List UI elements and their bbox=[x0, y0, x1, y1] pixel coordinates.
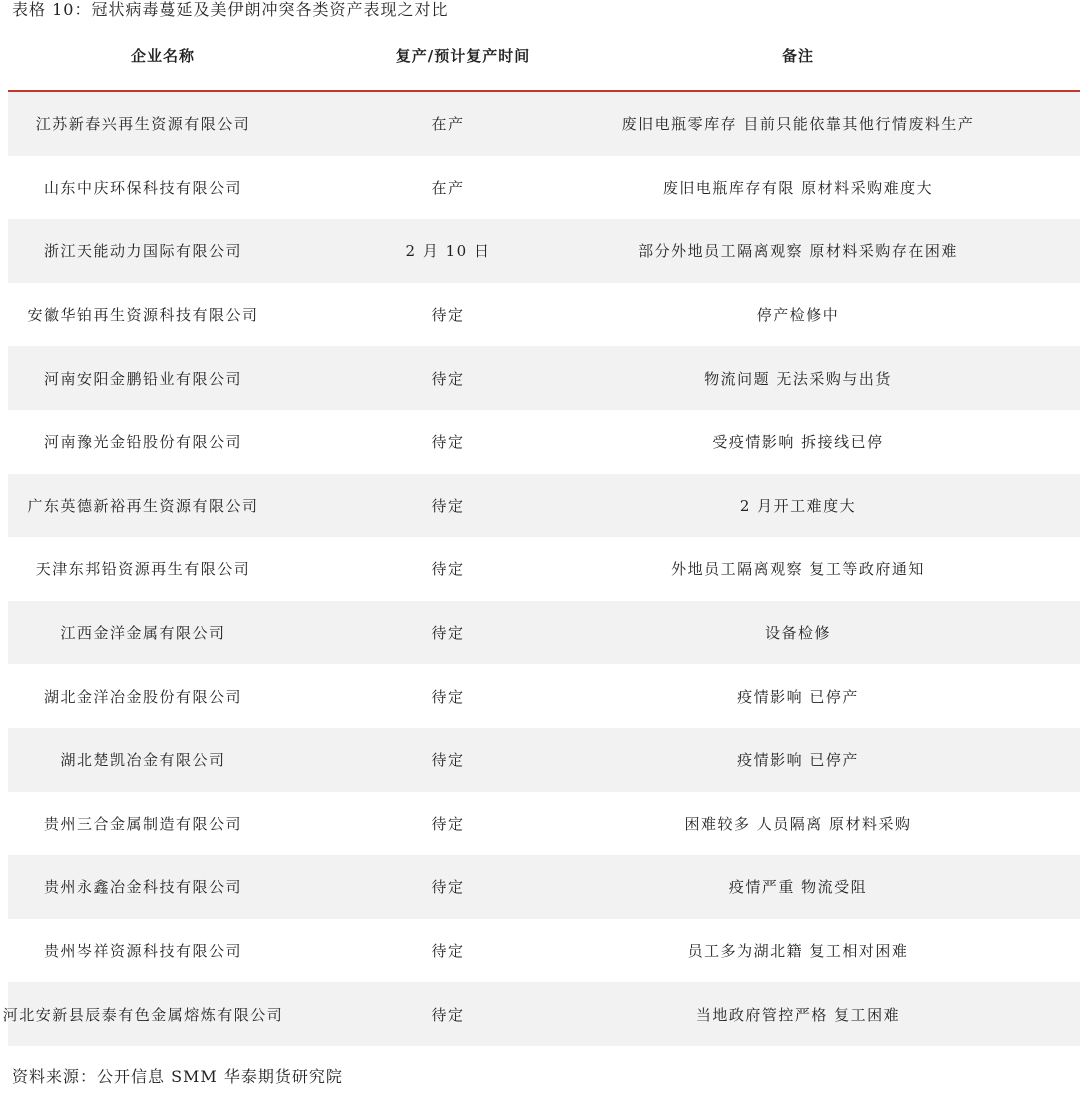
table-row bbox=[8, 346, 1080, 410]
note-cell: 物流问题 无法采购与出货 bbox=[704, 369, 892, 388]
table-row bbox=[8, 919, 1080, 983]
resume-time-cell: 待定 bbox=[431, 433, 465, 452]
resume-time-cell: 待定 bbox=[431, 306, 465, 325]
company-name-cell: 河北安新县辰泰有色金属熔炼有限公司 bbox=[2, 1005, 284, 1024]
table-row bbox=[8, 792, 1080, 856]
company-name-cell: 江苏新春兴再生资源有限公司 bbox=[35, 115, 251, 134]
resume-time-cell: 在产 bbox=[431, 115, 465, 134]
resume-time-cell: 待定 bbox=[431, 878, 465, 897]
header-resume-time: 复产/预计复产时间 bbox=[395, 47, 531, 65]
resume-time-cell: 待定 bbox=[431, 687, 465, 706]
company-name-cell: 天津东邦铅资源再生有限公司 bbox=[35, 560, 251, 579]
note-cell: 困难较多 人员隔离 原材料采购 bbox=[684, 814, 912, 833]
source-note: 资料来源：公开信息 SMM 华泰期货研究院 bbox=[12, 1067, 343, 1086]
company-name-cell: 湖北金洋冶金股份有限公司 bbox=[43, 687, 242, 706]
note-cell: 2 月开工难度大 bbox=[739, 496, 857, 515]
company-name-cell: 湖北楚凯冶金有限公司 bbox=[60, 751, 226, 770]
resume-time-cell: 待定 bbox=[431, 369, 465, 388]
table-row bbox=[8, 283, 1080, 347]
resume-time-cell: 待定 bbox=[431, 942, 465, 961]
table-row bbox=[8, 92, 1080, 156]
note-cell: 当地政府管控严格 复工困难 bbox=[695, 1005, 901, 1024]
resume-time-cell: 待定 bbox=[431, 496, 465, 515]
resume-time-cell: 待定 bbox=[431, 814, 465, 833]
table-row bbox=[8, 855, 1080, 919]
header-company-name: 企业名称 bbox=[130, 47, 195, 65]
table-row bbox=[8, 601, 1080, 665]
company-name-cell: 浙江天能动力国际有限公司 bbox=[43, 242, 242, 261]
note-cell: 废旧电瓶库存有限 原材料采购难度大 bbox=[662, 178, 934, 197]
table-row bbox=[8, 537, 1080, 601]
table-row bbox=[8, 474, 1080, 538]
note-cell: 疫情影响 已停产 bbox=[737, 751, 859, 770]
resume-time-cell: 待定 bbox=[431, 624, 465, 643]
company-name-cell: 江西金洋金属有限公司 bbox=[60, 624, 226, 643]
table-row bbox=[8, 410, 1080, 474]
note-cell: 疫情影响 已停产 bbox=[737, 687, 859, 706]
resume-time-cell: 在产 bbox=[431, 178, 465, 197]
company-status-table bbox=[2, 28, 1080, 1046]
company-name-cell: 贵州永鑫冶金科技有限公司 bbox=[43, 878, 242, 897]
note-cell: 员工多为湖北籍 复工相对困难 bbox=[687, 942, 909, 961]
resume-time-cell: 待定 bbox=[431, 751, 465, 770]
table-header bbox=[8, 28, 1080, 92]
note-cell: 外地员工隔离观察 复工等政府通知 bbox=[671, 560, 925, 579]
resume-time-cell: 待定 bbox=[431, 1005, 465, 1024]
table-row bbox=[8, 156, 1080, 220]
table-row bbox=[8, 219, 1080, 283]
note-cell: 疫情严重 物流受阻 bbox=[728, 878, 868, 897]
table-row bbox=[2, 982, 1080, 1046]
table-body bbox=[2, 92, 1080, 1046]
company-name-cell: 贵州三合金属制造有限公司 bbox=[43, 814, 242, 833]
header-note: 备注 bbox=[781, 47, 814, 65]
company-name-cell: 河南安阳金鹏铅业有限公司 bbox=[43, 369, 242, 388]
note-cell: 部分外地员工隔离观察 原材料采购存在困难 bbox=[638, 242, 958, 261]
table-caption: 表格 10：冠状病毒蔓延及美伊朗冲突各类资产表现之对比 bbox=[12, 0, 449, 19]
company-name-cell: 安徽华铂再生资源科技有限公司 bbox=[27, 306, 259, 325]
company-name-cell: 山东中庆环保科技有限公司 bbox=[43, 178, 242, 197]
note-cell: 停产检修中 bbox=[756, 306, 840, 325]
note-cell: 废旧电瓶零库存 目前只能依靠其他行情废料生产 bbox=[621, 115, 975, 134]
resume-time-cell: 2 月 10 日 bbox=[405, 242, 491, 261]
table-row bbox=[8, 728, 1080, 792]
note-cell: 设备检修 bbox=[764, 624, 831, 643]
table-row bbox=[8, 664, 1080, 728]
note-cell: 受疫情影响 拆接线已停 bbox=[712, 433, 884, 452]
company-name-cell: 河南豫光金铅股份有限公司 bbox=[43, 433, 242, 452]
company-name-cell: 贵州岑祥资源科技有限公司 bbox=[43, 942, 242, 961]
company-name-cell: 广东英德新裕再生资源有限公司 bbox=[27, 496, 259, 515]
resume-time-cell: 待定 bbox=[431, 560, 465, 579]
